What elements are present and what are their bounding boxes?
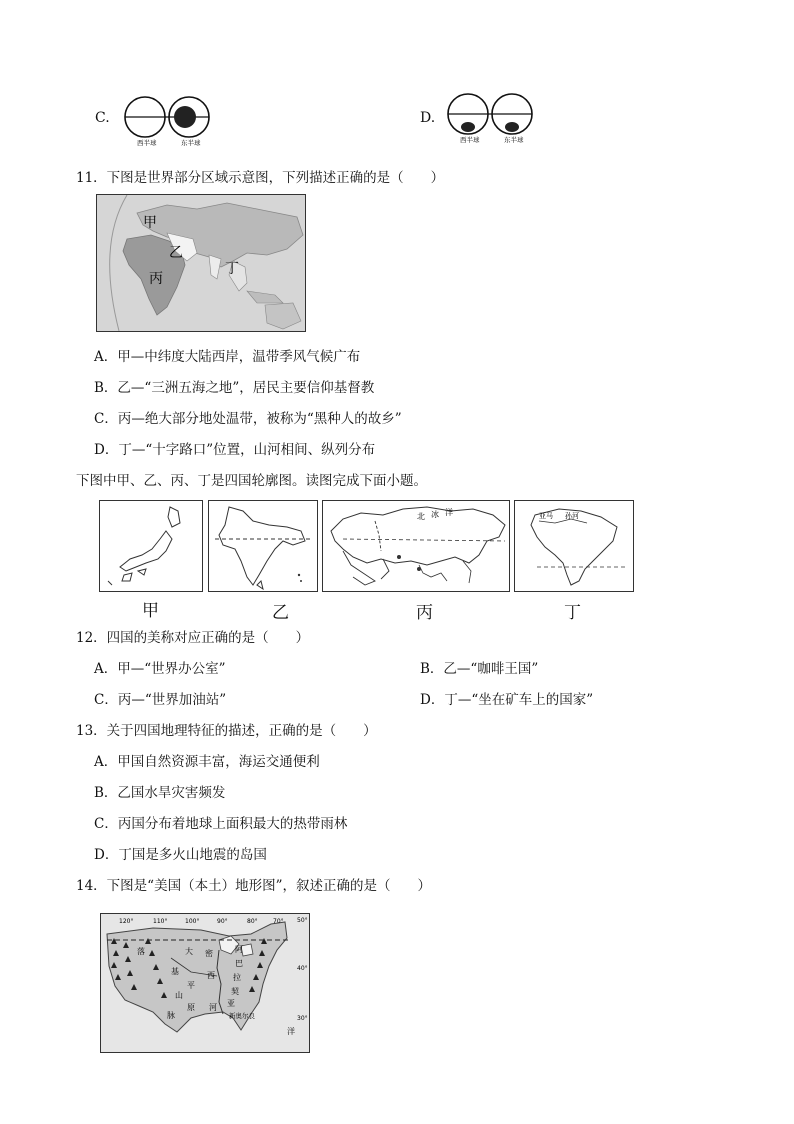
lat-50: 50° (297, 917, 308, 924)
map-label-yi: 乙 (169, 245, 183, 261)
q13-option-d[interactable]: D．丁国是多火山地震的岛国 (94, 847, 267, 863)
map-he: 河 (209, 1003, 217, 1012)
q14-stem: 14．下图是“美国（本土）地形图”，叙述正确的是（ ） (76, 878, 431, 894)
q12-option-b[interactable]: B．乙—“咖啡王国” (420, 661, 539, 677)
map-label-bing: 丙 (149, 271, 163, 287)
map-yang: 洋 (287, 1027, 295, 1036)
lon-100: 100° (185, 918, 200, 925)
q11-option-a[interactable]: A．甲—中纬度大陆西岸，温带季风气候广布 (94, 349, 361, 365)
map-qi: 契 (231, 987, 239, 996)
hemi-east-label: 东半球 (181, 139, 201, 147)
map-yi-india (208, 500, 318, 592)
country-maps-intro: 下图中甲、乙、丙、丁是四国轮廓图。读图完成下面小题。 (76, 473, 427, 489)
map-ji: 基 (171, 967, 179, 976)
map-caption-yi: 乙 (272, 603, 289, 623)
q12-stem: 12．四国的美称对应正确的是（ ） (76, 630, 310, 646)
q13-option-a[interactable]: A．甲国自然资源丰富，海运交通便利 (94, 754, 320, 770)
q11-world-map (96, 194, 306, 332)
lon-80: 80° (247, 918, 258, 925)
hemi-west-label: 西半球 (137, 139, 157, 147)
map-la: 拉 (233, 973, 241, 982)
q11-option-b[interactable]: B．乙—“三洲五海之地”，居民主要信仰基督教 (94, 380, 375, 396)
map-ding-brazil (514, 500, 634, 592)
q13-option-b[interactable]: B．乙国水旱灾害频发 (94, 785, 226, 801)
map-caption-bing: 丙 (416, 603, 433, 623)
russia-label-bei: 北 (417, 512, 425, 521)
q10-option-d-diagram (446, 90, 538, 146)
map-new-orleans: 新奥尔良 (229, 1012, 255, 1020)
map-ba: 巴 (235, 959, 243, 968)
map-ya: 亚 (227, 999, 235, 1008)
q12-option-d[interactable]: D．丁—“坐在矿车上的国家” (420, 692, 594, 708)
map-xi: 西 (207, 971, 215, 980)
lon-70: 70° (273, 918, 284, 925)
lon-90: 90° (217, 918, 228, 925)
map-caption-ding: 丁 (564, 603, 581, 623)
russia-label-yang: 洋 (445, 508, 453, 517)
q13-option-c[interactable]: C．丙国分布着地球上面积最大的热带雨林 (94, 816, 348, 832)
q13-stem: 13．关于四国地理特征的描述，正确的是（ ） (76, 723, 377, 739)
lat-30: 30° (297, 1015, 308, 1022)
map-da: 大 (185, 947, 193, 956)
map-bing-russia (322, 500, 510, 592)
map-label-jia: 甲 (143, 215, 157, 231)
map-label-ding: 丁 (225, 261, 239, 277)
brazil-label-2: 孙河 (565, 512, 579, 520)
q11-option-c[interactable]: C．丙—绝大部分地处温带，被称为“黑种人的故乡” (94, 411, 402, 427)
map-luo: 落 (137, 947, 145, 956)
q11-stem: 11．下图是世界部分区域示意图，下列描述正确的是（ ） (76, 170, 445, 186)
q10-option-d-label: D. (420, 110, 436, 126)
brazil-label-1: 亚马 (539, 512, 553, 520)
map-caption-jia: 甲 (142, 601, 159, 621)
q12-option-c[interactable]: C．丙—“世界加油站” (94, 692, 227, 708)
q14-usa-terrain-map (100, 913, 310, 1053)
q10-option-c-diagram (123, 93, 215, 149)
lon-120: 120° (119, 918, 134, 925)
map-ping: 平 (187, 981, 195, 990)
q12-option-a[interactable]: A．甲—“世界办公室” (94, 661, 226, 677)
hemi-west-label-d: 西半球 (460, 136, 480, 144)
q11-option-d[interactable]: D．丁—“十字路口”位置，山河相间、纵列分布 (94, 442, 376, 458)
lon-110: 110° (153, 918, 168, 925)
map-a: 阿 (235, 945, 243, 954)
lat-40: 40° (297, 965, 308, 972)
russia-label-bing: 冰 (431, 510, 439, 519)
q10-option-c-label: C. (95, 110, 110, 126)
map-mai: 脉 (167, 1011, 175, 1020)
map-jia-japan (99, 500, 203, 592)
map-mi: 密 (205, 949, 213, 958)
hemi-east-label-d: 东半球 (504, 136, 524, 144)
map-yuan: 原 (187, 1003, 195, 1012)
map-shan: 山 (175, 991, 183, 1000)
